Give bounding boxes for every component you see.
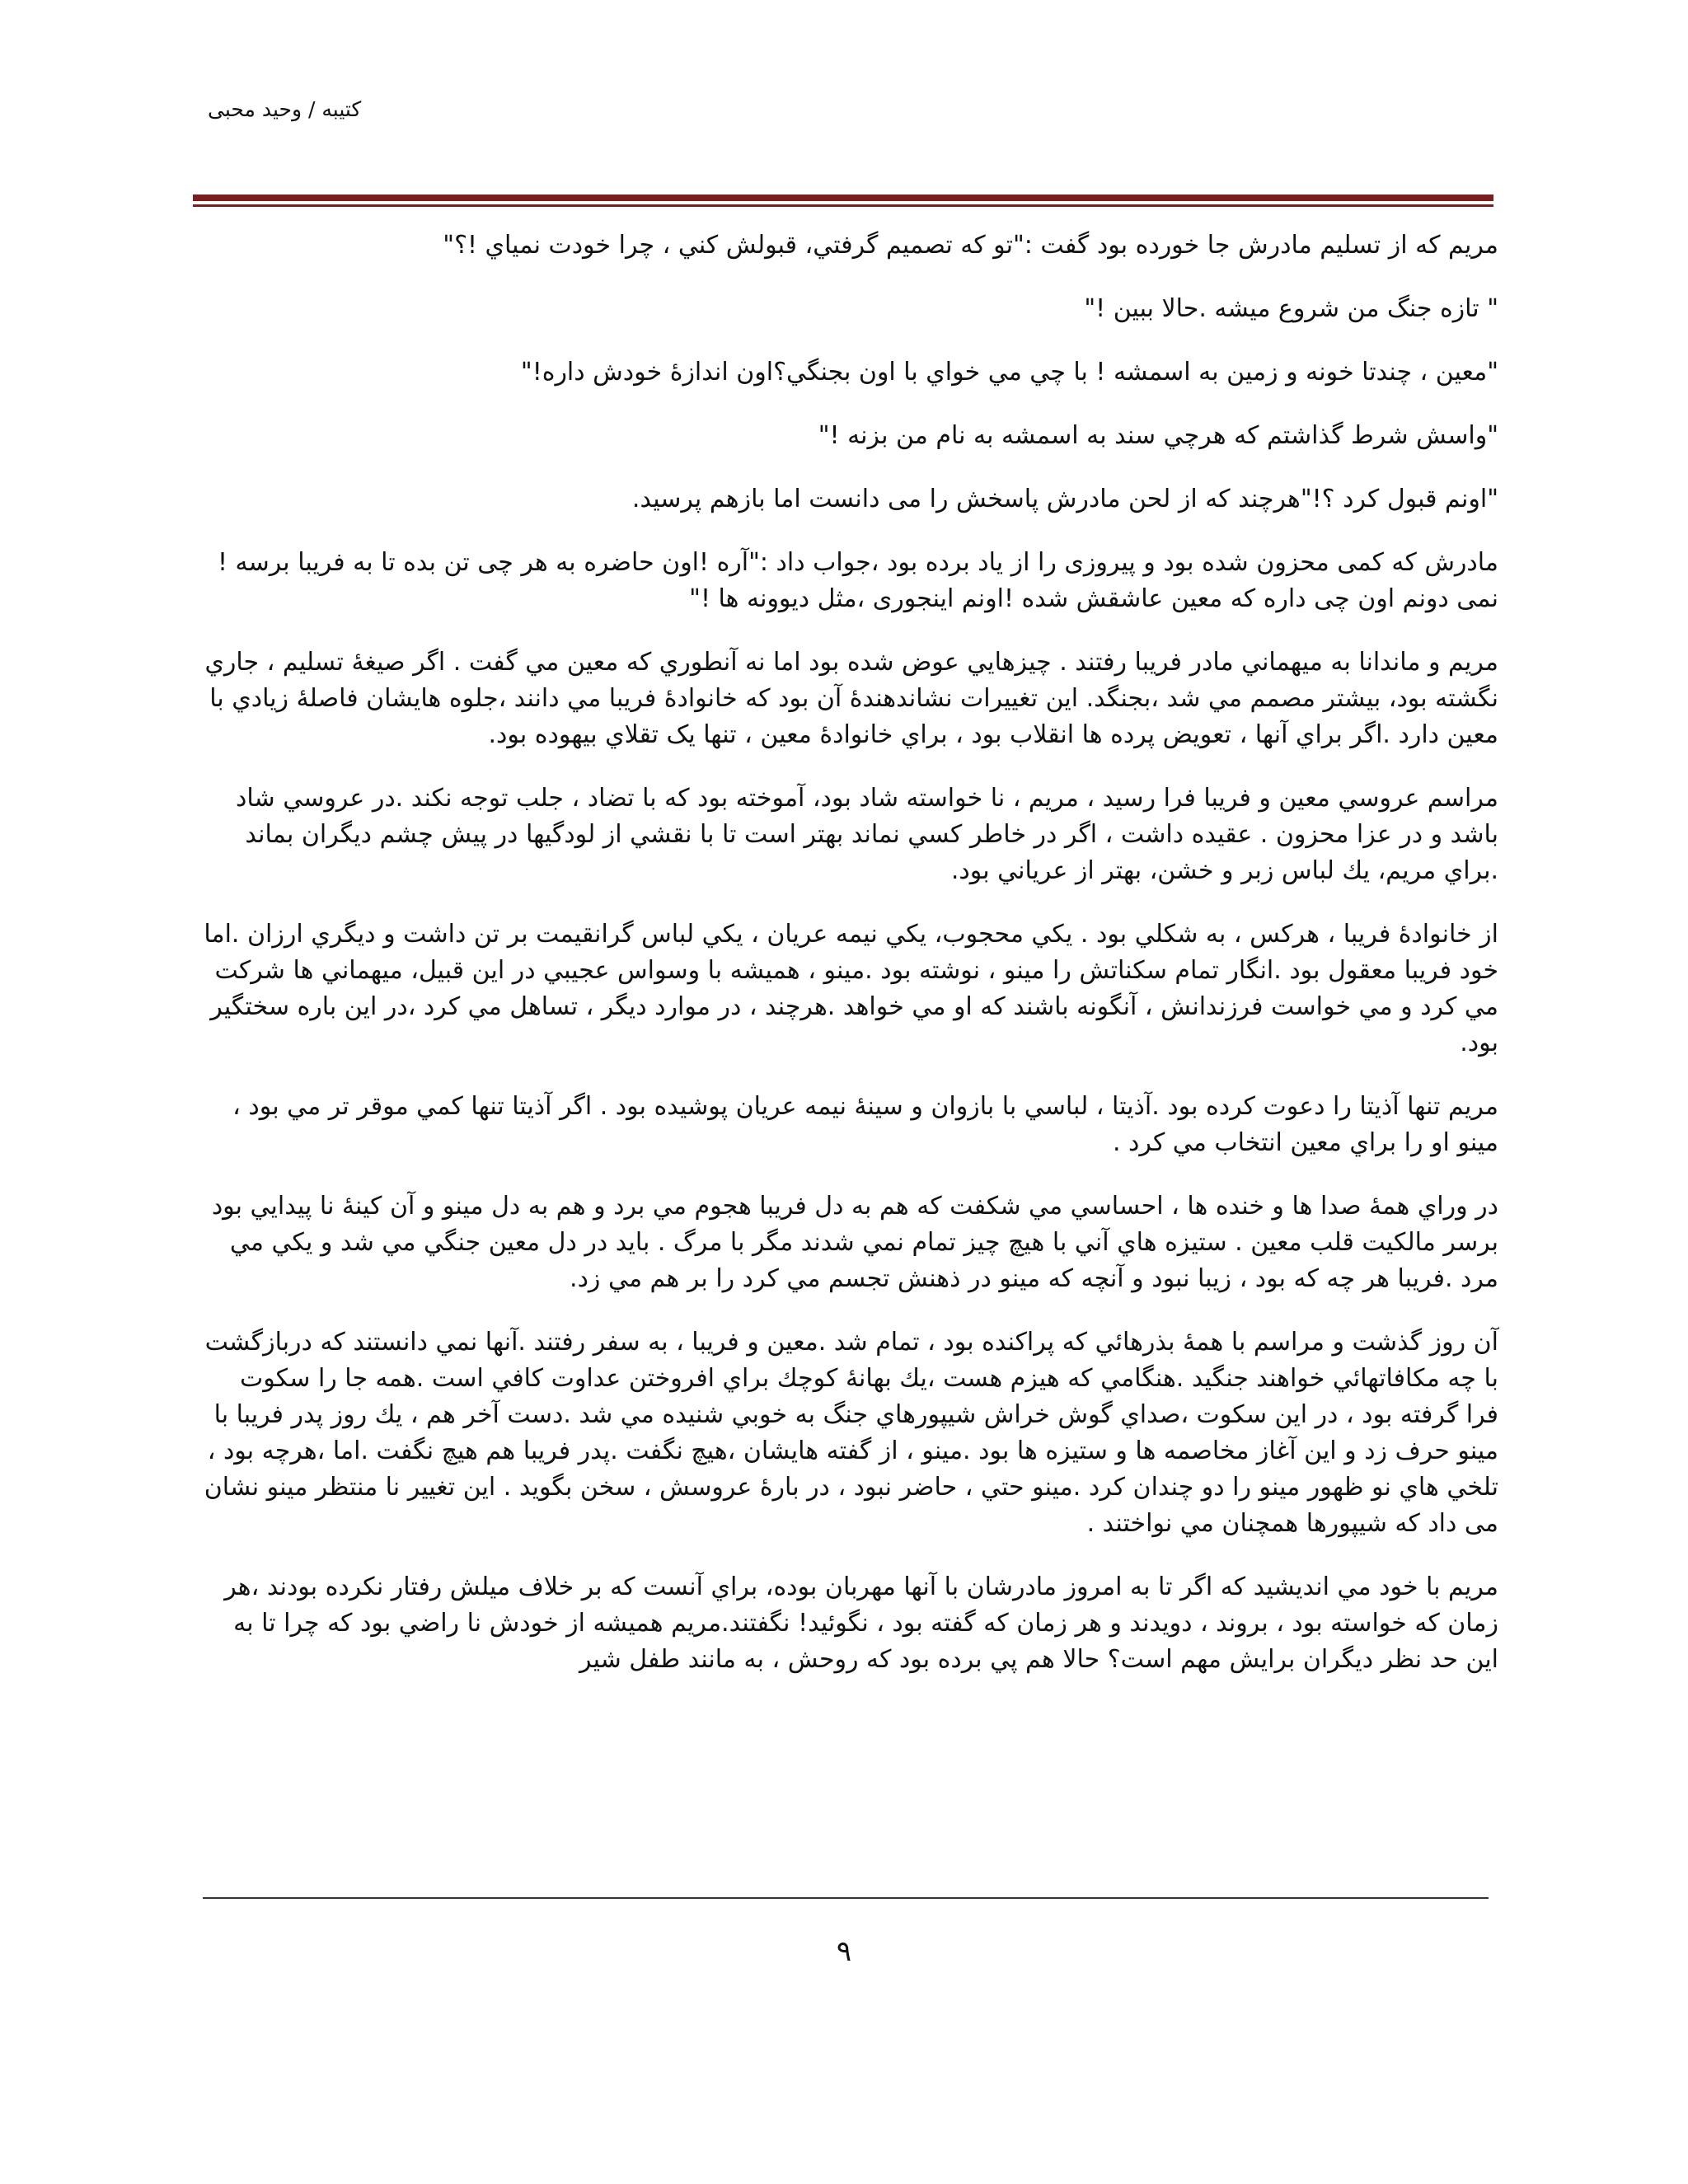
- paragraph: "اونم قبول كرد ؟!"هرچند كه از لحن مادرش پاسخش را مى دانست اما بازهم پرسيد.: [631, 485, 1498, 513]
- paragraph: " تازه جنگ من شروع ميشه .حالا ببين !": [1084, 294, 1498, 323]
- paragraph: مريم و ماندانا به ميهماني مادر فريبا رفتند . چيزهايي عوض شده بود اما نه آنطوري كه معين مي گفت . اگر صيغۀ تسليم ، جاري نگشته بود، بيشتر مصمم مي شد ،بجنگد. اين تغييرات نشاندهندۀ آن بود كه خانوادۀ فريبا مي دانند ،جلوه هايشان فاصلۀ زيادي با معين دارد .اگر براي آنها ، تعويض پرده ها انقلاب بود ، براي خانوادۀ معين ، تنها يک تقلاي بيهوده بود.: [204, 648, 1498, 749]
- paragraph: مريم كه از تسليم مادرش جا خورده بود گفت :"تو كه تصميم گرفتي، قبولش كني ، چرا خودت نمياي !؟": [443, 231, 1498, 260]
- paragraph: "واسش شرط گذاشتم كه هرچي سند به اسمشه به نام من بزنه !": [818, 421, 1498, 450]
- paragraph: مراسم عروسي معين و فريبا فرا رسيد ، مريم ، نا خواسته شاد بود، آموخته بود كه با تضاد ، جلب توجه نكند .در عروسي شاد باشد و در عزا محزون . عقيده داشت ، اگر در خاطر كسي نماند بهتر است تا با نقشي از لودگيها در پيش چشم ديگران بماند .براي مريم، يك لباس زبر و خشن، بهتر از عرياني بود.: [236, 784, 1498, 885]
- paragraph: در وراي همۀ صدا ها و خنده ها ، احساسي مي شكفت كه هم به دل فريبا هجوم مي برد و هم به دل مينو و آن كينۀ نا پيدايي بود برسر مالكيت قلب معين . ستيزه هاي آني با هيچ چيز تمام نمي شدند مگر با مرگ . بايد در دل معين جنگي مي شد و يكي مي مرد .فريبا هر چه كه بود ، زيبا نبود و آنچه كه مينو در ذهنش تجسم مي كرد را بر هم مي زد.: [211, 1192, 1498, 1293]
- paragraph: از خانوادۀ فريبا ، هركس ، به شكلي بود . يكي محجوب، يكي نيمه عريان ، يكي لباس گرانقيمت بر تن داشت و ديگري ارزان .اما خود فريبا معقول بود .انگار تمام سكناتش را مينو ، نوشته بود .مينو ، هميشه با وسواس عجيبي در اين قبيل، ميهماني ها شركت مي كرد و مي خواست فرزندانش ، آنگونه باشند كه او مي خواهد .هرچند ، در موارد ديگر ، تساهل مي كرد ،در اين باره سختگير بود.: [204, 920, 1498, 1057]
- paragraph: مريم تنها آذيتا را دعوت كرده بود .آذيتا ، لباسي با بازوان و سينۀ نيمه عريان پوشيده بود . اگر آذيتا تنها كمي موقر تر مي بود ، مينو او را براي معين انتخاب مي كرد .: [232, 1092, 1498, 1157]
- paragraph: مادرش كه كمى محزون شده بود و پيروزى را از ياد برده بود ،جواب داد :"آره !اون حاضره به هر چى تن بده تا به فريبا برسه !نمى دونم اون چى داره كه معين عاشقش شده !اونم اينجورى ،مثل ديوونه ها !": [217, 548, 1498, 613]
- page-number: ٩: [836, 1935, 852, 1968]
- paragraph: آن روز گذشت و مراسم با همۀ بذرهائي كه پراكنده بود ، تمام شد .معين و فريبا ، به سفر رفتند .آنها نمي دانستند كه دربازگشت با چه مكافاتهائي خواهند جنگيد .هنگامي كه هيزم هست ،يك بهانۀ كوچك براي افروختن عداوت كافي است .همه جا را سكوت فرا گرفته بود ، در اين سكوت ،صداي گوش خراش شيپورهاي جنگ به خوبي شنيده مي شد .دست آخر هم ، يك روز پدر فريبا با مينو حرف زد و اين آغاز مخاصمه ها و ستيزه ها بود .مينو ، از گفته هايشان ،هيچ نگفت .پدر فريبا هم هيچ نگفت .اما ،هرچه بود ، تلخي هاي نو ظهور مينو را دو چندان كرد .مينو حتي ، حاضر نبود ، در بارۀ عروسش ، سخن بگويد . اين تغيير نا منتظر مينو نشان مى داد كه شيپورها همچنان مي نواختند .: [204, 1328, 1498, 1538]
- header-rule-thin: [193, 204, 1493, 207]
- header-rule-thick: [193, 194, 1493, 201]
- footer-rule: [203, 1897, 1489, 1899]
- paragraph: "معين ، چندتا خونه و زمين به اسمشه ! با چي مي خواي با اون بجنگي؟اون اندازۀ خودش داره!": [520, 358, 1498, 387]
- paragraph: مريم با خود مي انديشيد كه اگر تا به امروز مادرشان با آنها مهربان بوده، براي آنست كه بر خلاف ميلش رفتار نكرده بودند ،هر زمان كه خواسته بود ، بروند ، دويدند و هر زمان كه گفته بود ، نگوئيد! نگفتند.مريم هميشه از خودش نا راضي بود كه چرا تا به اين حد نظر ديگران برايش مهم است؟ حالا هم پي برده بود كه روحش ، به مانند طفل شير: [224, 1572, 1498, 1674]
- page-body: [201, 227, 1498, 1705]
- running-header: كتيبه / وحيد محبى: [208, 97, 362, 121]
